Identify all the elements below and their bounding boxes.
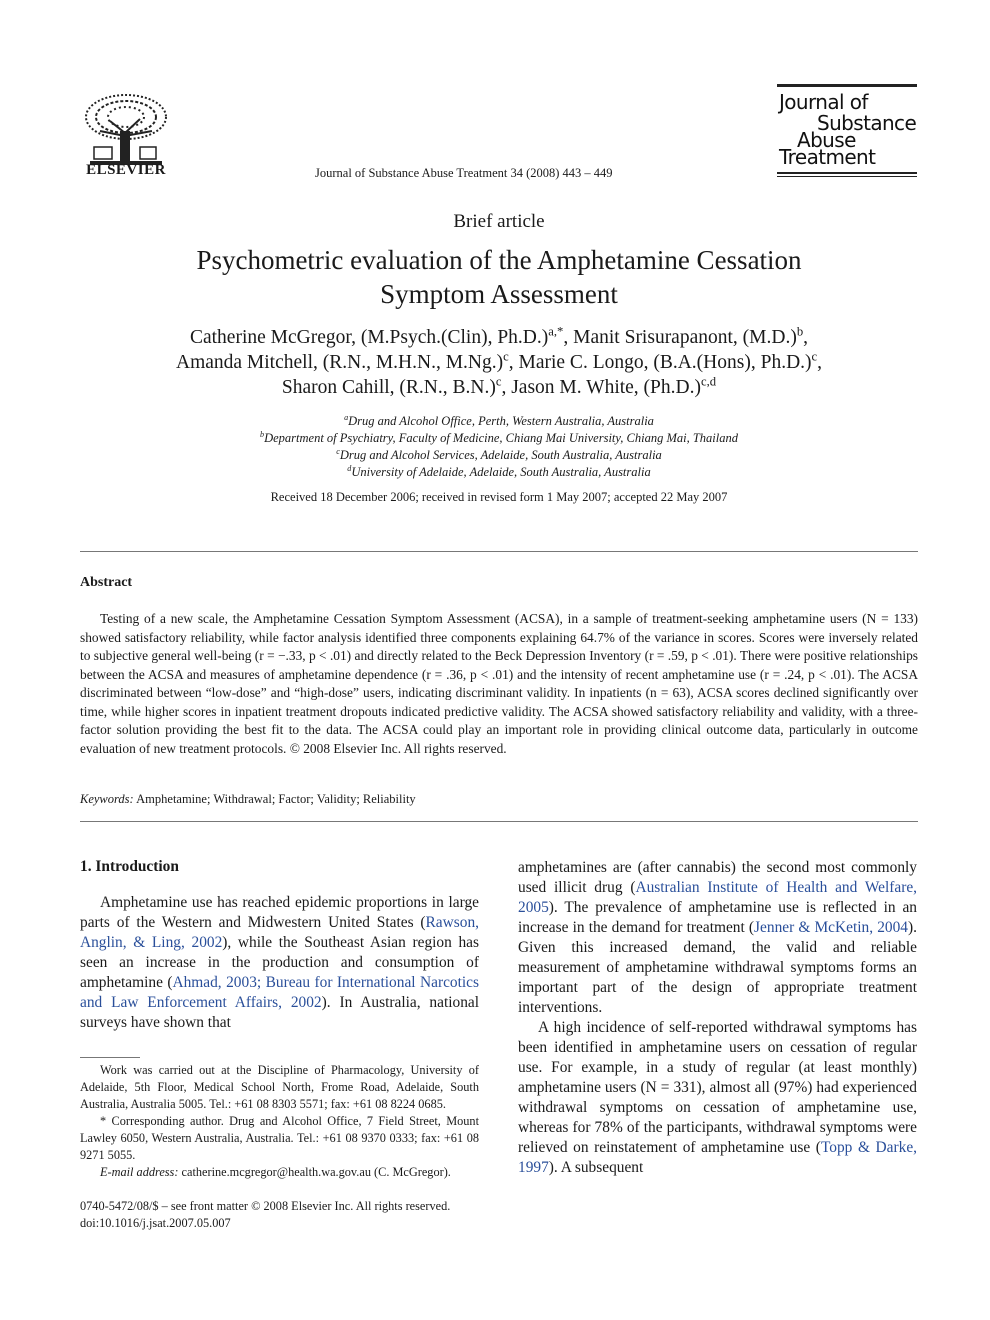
email-address: catherine.mcgregor@health.wa.gov.au (C. McGregor). [181, 1165, 451, 1179]
footnote-work: Work was carried out at the Discipline of Pharmacology, University of Adelaide, 5th Floor, Medical School North, Frome Road, Adelaide, South Australia, Australia 5005. Tel.: +61 08 8303 5571; fax: +61 08 8224 0685. [80, 1063, 479, 1111]
author-6: , Jason M. White, (Ph.D.) [501, 377, 701, 398]
right-column [518, 858, 917, 1178]
journal-citation: Journal of Substance Abuse Treatment 34 (2008) 443 – 449 [315, 166, 613, 180]
title-line-1: Psychometric evaluation of the Amphetamine Cessation [196, 245, 802, 275]
publisher-name: ELSEVIER [86, 162, 166, 178]
affiliation-marker: a [344, 412, 349, 422]
author-2-affil: b [796, 324, 804, 339]
keywords [80, 792, 416, 807]
affiliation-marker: b [260, 429, 265, 439]
author-5-affil: c [495, 374, 502, 389]
affiliation-list [80, 413, 918, 481]
received-dates: Received 18 December 2006; received in revised form 1 May 2007; accepted 22 May 2007 [270, 490, 728, 504]
abstract-text: Testing of a new scale, the Amphetamine Cessation Symptom Assessment (ACSA), in a sample of treatment-seeking amphetamine users (N = 133) showed satisfactory reliability, while factor analysis identified three components explaining 64.7% of the variance in scores. Scores were inversely related to subjective general well-being (r = −.33, p < .01) and directly related to the Beck Depression Inventory (r = .59, p < .01). There were positive relationships between the ACSA and measures of amphetamine dependence (r = .36, p < .01) and the intensity of recent amphetamine use (r = .24, p < .01). The ACSA discriminated between “low-dose” and “high-dose” users, indicating discriminant validity. In inpatients (n = 63), ACSA scores declined significantly over time, while higher scores in inpatient treatment dropouts indicated predictive validity. The ACSA showed satisfactory reliability and validity, with a three-factor solution providing the best fit to the data. The ACSA could play an important role in providing clinical outcome data, particularly in outcome evaluation of new treatment protocols. © 2008 Elsevier Inc. All rights reserved. [80, 611, 918, 756]
journal-logo-line-4: Treatment [779, 145, 876, 169]
citation-link[interactable]: Ahmad, 2003; Bureau for International Narcotics and Law Enforcement Affairs, 2002 [80, 974, 479, 1011]
paragraph-text: ), while the Southeast Asian region has seen an increase in the production and consumption of amphetamine ( [80, 934, 480, 991]
citation-link[interactable]: Topp & Darke, 1997 [518, 1139, 918, 1176]
keywords-label: Keywords: [80, 792, 134, 806]
affiliation-marker: c [336, 446, 340, 456]
author-1: Catherine McGregor, (M.Psych.(Clin), Ph.D.) [189, 327, 549, 348]
left-column [80, 893, 479, 1033]
affiliation-text: Drug and Alcohol Office, Perth, Western Australia, Australia [348, 414, 654, 428]
journal-logo-line-2: Substance [817, 111, 917, 135]
paragraph-text: ). A subsequent [548, 1159, 644, 1176]
paragraph-text: ). In Australia, national surveys have shown that [80, 994, 479, 1031]
paragraph-text: Amphetamine use has reached epidemic proportions in large parts of the Western and Midwestern United States ( [80, 894, 479, 931]
affiliation-a [80, 413, 918, 430]
author-separator: , [803, 327, 809, 348]
paragraph-text: ). Given this increased demand, the valid and reliable measurement of amphetamine withdrawal symptoms forms an important part of the design of appropriate treatment interventions. [518, 919, 917, 1016]
paragraph-text: A high incidence of self-reported withdrawal symptoms has been identified in amphetamine users on cessation of regular use. For example, in a study of regular (at least monthly) amphetamine users (N = 331), almost all (97%) had experienced withdrawal symptoms on cessation of amphetamine use, whereas for 78% of the participants, withdrawal symptoms were relieved on reinstatement of amphetamine use ( [518, 1019, 917, 1156]
divider [80, 821, 918, 822]
author-1-affil: a,* [548, 324, 564, 339]
affiliation-text: Drug and Alcohol Services, Adelaide, South Australia, Australia [339, 448, 662, 462]
title-line-2: Symptom Assessment [380, 279, 618, 309]
author-3: Amanda Mitchell, (R.N., M.H.N., M.Ng.) [175, 352, 504, 373]
citation-link[interactable]: Australian Institute of Health and Welfare, 2005 [518, 879, 918, 916]
author-3-affil: c [503, 349, 509, 364]
section-heading: 1. Introduction [80, 858, 179, 875]
article-title [80, 243, 918, 311]
author-4-affil: c [811, 349, 818, 364]
citation-link[interactable]: Jenner & McKetin, 2004 [754, 919, 908, 936]
affiliation-marker: d [347, 463, 352, 473]
affiliation-b [80, 430, 918, 447]
paragraph [518, 1018, 917, 1178]
paragraph-text: amphetamines are (after cannabis) the second most commonly used illicit drug ( [518, 859, 917, 896]
copyright-block [80, 1198, 450, 1232]
email-label: E-mail address: [100, 1165, 179, 1179]
journal-logo [777, 84, 917, 180]
author-6-affil: c,d [700, 374, 717, 389]
affiliation-d [80, 464, 918, 481]
footnote-corresponding: * Corresponding author. Drug and Alcohol Office, 7 Field Street, Mount Lawley 6050, Western Australia, Australia. Tel.: +61 08 9370 0333; fax: +61 08 9271 5055. [80, 1114, 479, 1162]
article-type: Brief article [453, 211, 545, 232]
footnotes [80, 1062, 479, 1181]
author-2: , Manit Srisurapanont, (M.D.) [563, 327, 797, 348]
abstract-heading: Abstract [80, 575, 133, 590]
author-list [80, 325, 918, 400]
journal-logo-line-3: Abuse [797, 128, 856, 152]
author-5: Sharon Cahill, (R.N., B.N.) [281, 377, 496, 398]
affiliation-c [80, 447, 918, 464]
keywords-text: Amphetamine; Withdrawal; Factor; Validity; Reliability [136, 792, 416, 806]
issn-line: 0740-5472/08/$ – see front matter © 2008 Elsevier Inc. All rights reserved. [80, 1199, 451, 1213]
footnote-divider [80, 1057, 140, 1058]
divider [80, 551, 918, 552]
author-4: , Marie C. Longo, (B.A.(Hons), Ph.D.) [508, 352, 812, 373]
affiliation-text: University of Adelaide, Adelaide, South Australia, Australia [351, 465, 651, 479]
author-separator: , [817, 352, 823, 373]
affiliation-text: Department of Psychiatry, Faculty of Medicine, Chiang Mai University, Chiang Mai, Thailand [264, 431, 738, 445]
citation-link[interactable]: Rawson, Anglin, & Ling, 2002 [80, 914, 479, 951]
paragraph [80, 893, 479, 1033]
journal-logo-line-1: Journal of [779, 90, 868, 114]
paragraph [518, 858, 917, 1018]
paragraph-text: ). The prevalence of amphetamine use is reflected in an increase in the demand for treatment ( [518, 899, 917, 936]
footnote-email [80, 1164, 479, 1181]
doi-line: doi:10.1016/j.jsat.2007.05.007 [80, 1216, 231, 1230]
